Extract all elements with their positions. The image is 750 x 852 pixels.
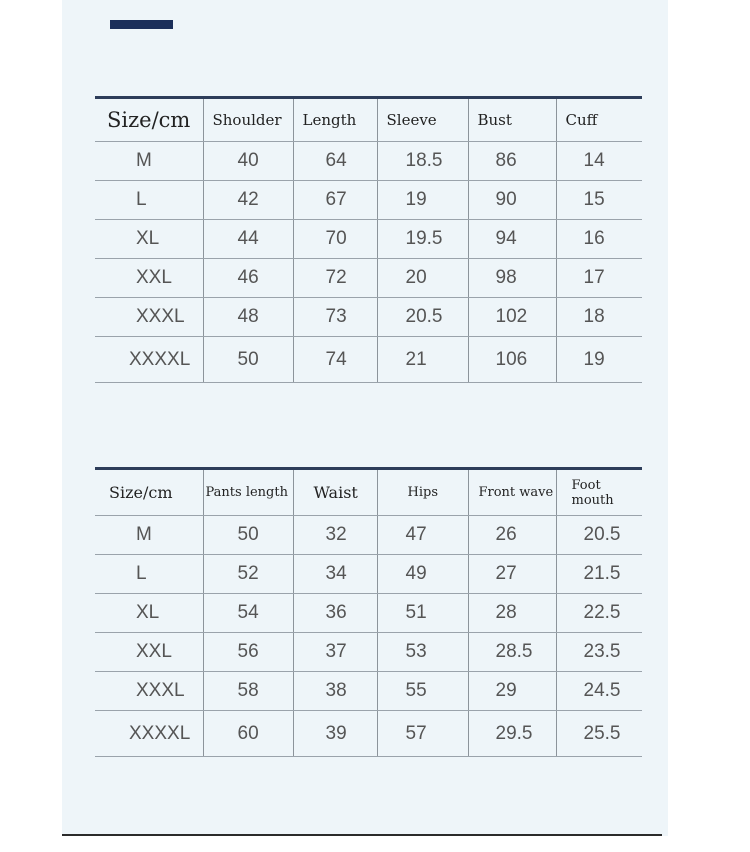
- table-row: [95, 298, 642, 337]
- size-label: M: [95, 516, 203, 555]
- table-cell: 32: [293, 516, 377, 555]
- table-cell: 23.5: [556, 633, 642, 672]
- table-row: [95, 220, 642, 259]
- table-cell: 21: [377, 337, 468, 383]
- table-cell: 90: [468, 181, 556, 220]
- header-shoulder: Shoulder: [203, 98, 293, 142]
- table-cell: 94: [468, 220, 556, 259]
- table-cell: 72: [293, 259, 377, 298]
- size-label: XXXL: [95, 298, 203, 337]
- table-row: [95, 142, 642, 181]
- table-cell: 46: [203, 259, 293, 298]
- table-cell: 19: [556, 337, 642, 383]
- table-cell: 98: [468, 259, 556, 298]
- table-cell: 34: [293, 555, 377, 594]
- table-cell: 25.5: [556, 711, 642, 757]
- table-cell: 47: [377, 516, 468, 555]
- table-cell: 40: [203, 142, 293, 181]
- table-cell: 36: [293, 594, 377, 633]
- table-row: [95, 337, 642, 383]
- header-size: Size/cm: [95, 98, 203, 142]
- table-cell: 37: [293, 633, 377, 672]
- size-label: XL: [95, 594, 203, 633]
- table-cell: 51: [377, 594, 468, 633]
- table-cell: 58: [203, 672, 293, 711]
- header-waist: Waist: [293, 469, 377, 516]
- table-row: [95, 259, 642, 298]
- table-cell: 53: [377, 633, 468, 672]
- table-cell: 29.5: [468, 711, 556, 757]
- header-hips: Hips: [377, 469, 468, 516]
- size-label: XXL: [95, 633, 203, 672]
- size-label: L: [95, 555, 203, 594]
- size-label: L: [95, 181, 203, 220]
- table-cell: 64: [293, 142, 377, 181]
- table-cell: 26: [468, 516, 556, 555]
- size-label: M: [95, 142, 203, 181]
- size-label: XL: [95, 220, 203, 259]
- table-cell: 28.5: [468, 633, 556, 672]
- table-row: [95, 594, 642, 633]
- brand-accent-bar: [110, 20, 173, 29]
- table-cell: 21.5: [556, 555, 642, 594]
- size-label: XXXXL: [95, 711, 203, 757]
- table-cell: 50: [203, 516, 293, 555]
- table-cell: 106: [468, 337, 556, 383]
- header-foot-mouth: Foot mouth: [556, 469, 642, 516]
- table-cell: 56: [203, 633, 293, 672]
- table-cell: 20.5: [377, 298, 468, 337]
- table-cell: 52: [203, 555, 293, 594]
- table-row: [95, 555, 642, 594]
- table-cell: 67: [293, 181, 377, 220]
- table-cell: 49: [377, 555, 468, 594]
- bottom-divider: [62, 834, 662, 836]
- header-bust: Bust: [468, 98, 556, 142]
- table-cell: 24.5: [556, 672, 642, 711]
- table-cell: 70: [293, 220, 377, 259]
- table-cell: 55: [377, 672, 468, 711]
- table-cell: 19: [377, 181, 468, 220]
- table-cell: 29: [468, 672, 556, 711]
- table-header-row: [95, 469, 642, 516]
- table-cell: 17: [556, 259, 642, 298]
- table-header-row: [95, 98, 642, 142]
- header-sleeve: Sleeve: [377, 98, 468, 142]
- header-front-wave: Front wave: [468, 469, 556, 516]
- size-label: XXXXL: [95, 337, 203, 383]
- table-cell: 50: [203, 337, 293, 383]
- table-cell: 102: [468, 298, 556, 337]
- header-cuff: Cuff: [556, 98, 642, 142]
- table-cell: 54: [203, 594, 293, 633]
- table-cell: 18.5: [377, 142, 468, 181]
- table-cell: 28: [468, 594, 556, 633]
- table-cell: 86: [468, 142, 556, 181]
- table-cell: 14: [556, 142, 642, 181]
- table-cell: 27: [468, 555, 556, 594]
- table-cell: 44: [203, 220, 293, 259]
- table-cell: 16: [556, 220, 642, 259]
- table-row: [95, 672, 642, 711]
- table-cell: 19.5: [377, 220, 468, 259]
- table-cell: 15: [556, 181, 642, 220]
- table-cell: 20: [377, 259, 468, 298]
- table-row: [95, 181, 642, 220]
- table-cell: 18: [556, 298, 642, 337]
- table-cell: 73: [293, 298, 377, 337]
- table-cell: 22.5: [556, 594, 642, 633]
- size-label: XXL: [95, 259, 203, 298]
- table-row: [95, 633, 642, 672]
- table-cell: 38: [293, 672, 377, 711]
- table-cell: 48: [203, 298, 293, 337]
- header-size: Size/cm: [95, 469, 203, 516]
- bottom-size-table: [95, 467, 642, 757]
- table-row: [95, 516, 642, 555]
- table-cell: 42: [203, 181, 293, 220]
- table-row: [95, 711, 642, 757]
- header-length: Length: [293, 98, 377, 142]
- table-cell: 39: [293, 711, 377, 757]
- table-cell: 20.5: [556, 516, 642, 555]
- table-cell: 74: [293, 337, 377, 383]
- header-pants-length: Pants length: [203, 469, 293, 516]
- table-cell: 60: [203, 711, 293, 757]
- table-cell: 57: [377, 711, 468, 757]
- size-label: XXXL: [95, 672, 203, 711]
- top-size-table: [95, 96, 642, 383]
